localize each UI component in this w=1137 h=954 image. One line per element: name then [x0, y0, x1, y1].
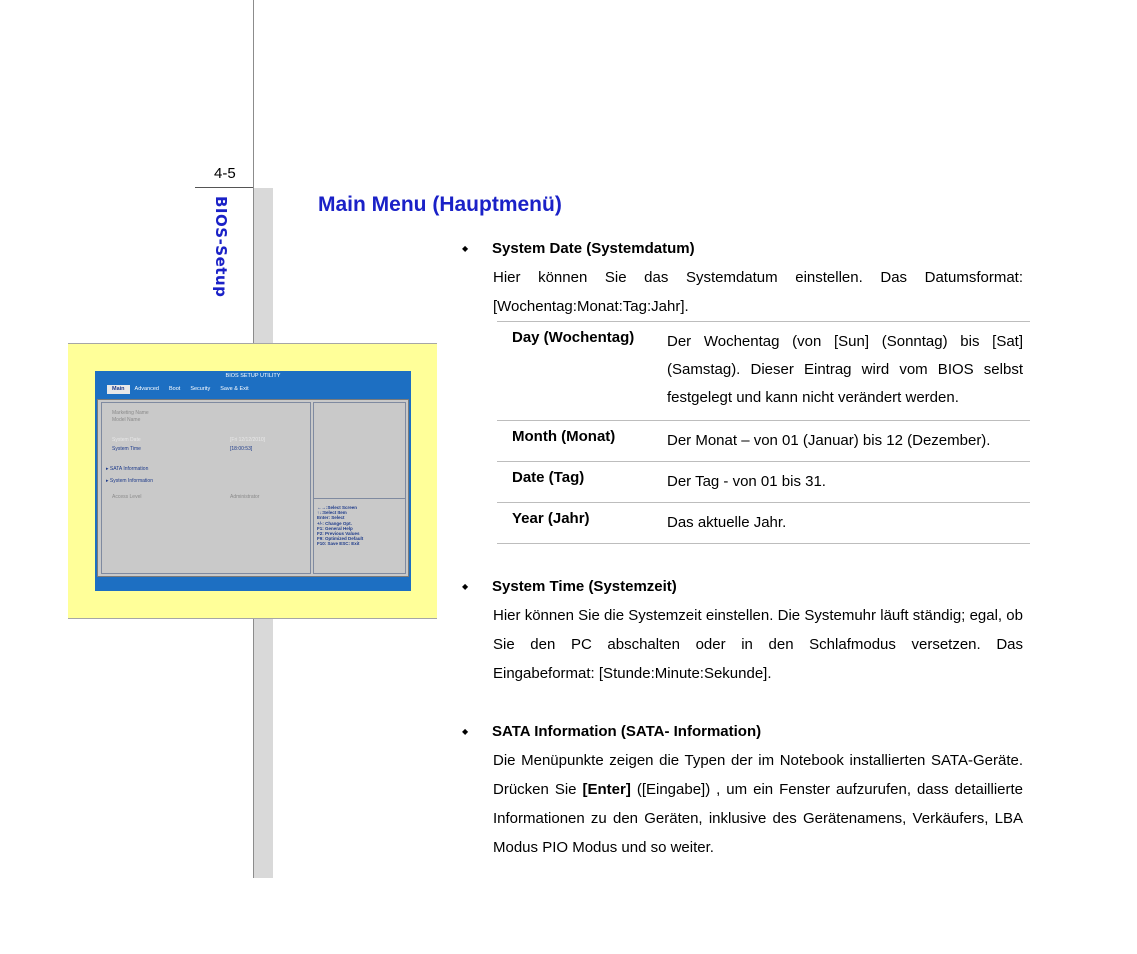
- bios-tab-main: Main: [107, 385, 130, 394]
- table-desc: Der Wochentag (von [Sun] (Sonntag) bis [Sat] (Samstag). Dieser Eintrag wird vom BIOS selbst festgelegt und kann nicht verändert werden.: [667, 333, 1023, 406]
- chapter-side-title: BIOS-Setup: [212, 196, 230, 298]
- bios-help-keys: [317, 505, 363, 547]
- table-desc: Der Monat – von 01 (Januar) bis 12 (Dezember).: [667, 431, 991, 449]
- bios-system-time-label: System Time: [112, 446, 141, 452]
- bios-settings-pane: [101, 402, 311, 574]
- bios-system-info: ▸ System Information: [106, 478, 153, 484]
- system-time-text: Hier können Sie die Systemzeit einstellen. Die Systemuhr läuft ständig; egal, ob Sie den PC abschalten oder in den Schlafmodus versetzen. Das Eingabeformat: [Stunde:Minute:Sekunde].: [493, 607, 1023, 682]
- bios-help-pane: [313, 402, 406, 574]
- table-desc: Das aktuelle Jahr.: [667, 513, 787, 531]
- bios-tab-boot: Boot: [169, 386, 181, 392]
- sata-info-title: SATA Information (SATA- Information): [492, 723, 762, 740]
- bios-help-line: F9: Optimized Default: [317, 536, 364, 542]
- system-date-text: Hier können Sie das Systemdatum einstellen. Das Datumsformat: [Wochentag:Monat:Tag:Jahr].: [493, 269, 1023, 315]
- table-term: Year (Jahr): [512, 509, 590, 527]
- table-row: [497, 502, 1030, 543]
- bios-title: BIOS SETUP UTILITY: [225, 373, 281, 379]
- bios-help-line: F10: Save ESC: Exit: [317, 541, 360, 547]
- table-desc: Der Tag - von 01 bis 31.: [667, 472, 826, 490]
- bios-access-level-label: Access Level: [112, 494, 142, 500]
- bios-help-line: F1: General Help: [317, 525, 353, 531]
- bios-sata-info: ▸ SATA Information: [106, 466, 149, 472]
- bios-help-line: ←→:Select Screen: [317, 505, 358, 510]
- bios-screenshot: [95, 371, 411, 591]
- bios-system-date-value: [Fri 12/12/2010]: [230, 437, 266, 443]
- system-date-title: System Date (Systemdatum): [492, 240, 695, 257]
- bios-system-time-value: [18:00:53]: [230, 446, 253, 452]
- bios-marketing-name: Marketing Name: [112, 410, 149, 416]
- bullet-diamond-icon: ◆: [462, 727, 469, 736]
- bios-help-line: Enter: Select: [317, 515, 345, 521]
- table-term: Day (Wochentag): [512, 329, 635, 346]
- bullet-diamond-icon: ◆: [462, 582, 469, 591]
- page-number: 4-5: [214, 165, 236, 182]
- bios-help-line: F2: Previous Values: [317, 531, 360, 537]
- table-row: [497, 461, 1030, 502]
- table-row: [497, 420, 1030, 461]
- bios-body: [97, 399, 409, 577]
- bios-help-line: +/-: Change Opt.: [317, 520, 352, 526]
- bios-tab-security: Security: [190, 386, 211, 392]
- bios-tab-advanced: Advanced: [134, 386, 159, 392]
- bullet-diamond-icon: ◆: [462, 244, 469, 253]
- bios-tab-bar: [107, 385, 254, 394]
- bios-model-name: Model Name: [112, 417, 141, 423]
- system-time-title: System Time (Systemzeit): [492, 578, 677, 595]
- table-term: Date (Tag): [512, 468, 585, 486]
- date-format-table: [497, 321, 1030, 544]
- bios-access-level-value: Administrator: [230, 494, 260, 500]
- table-term: Month (Monat): [512, 427, 616, 445]
- bios-tab-save-exit: Save & Exit: [220, 386, 249, 392]
- bios-help-divider: [314, 498, 405, 499]
- arrow-right-icon: ▸: [106, 466, 110, 472]
- table-row: [497, 322, 1030, 420]
- bios-system-date-label: System Date: [112, 437, 141, 443]
- bios-help-line: ↑↓:Select Item: [317, 510, 347, 516]
- figure-rule-bottom: [68, 618, 437, 619]
- sata-info-text: Die Menüpunkte zeigen die Typen der im Notebook installierten SATA-Geräte. Drücken Sie [Enter] ([Eingabe]) , um ein Fenster aufzurufen, dass detaillierte Informationen zu den Geräten, inklusive des Gerätenamens, Verkäufers, LBA Modus PIO Modus und so weiter.: [493, 752, 1024, 856]
- arrow-right-icon: ▸: [106, 478, 110, 484]
- page-number-rule: [195, 187, 253, 188]
- section-heading: Main Menu (Hauptmenü): [318, 193, 562, 216]
- enter-key-label: [Enter]: [582, 781, 631, 798]
